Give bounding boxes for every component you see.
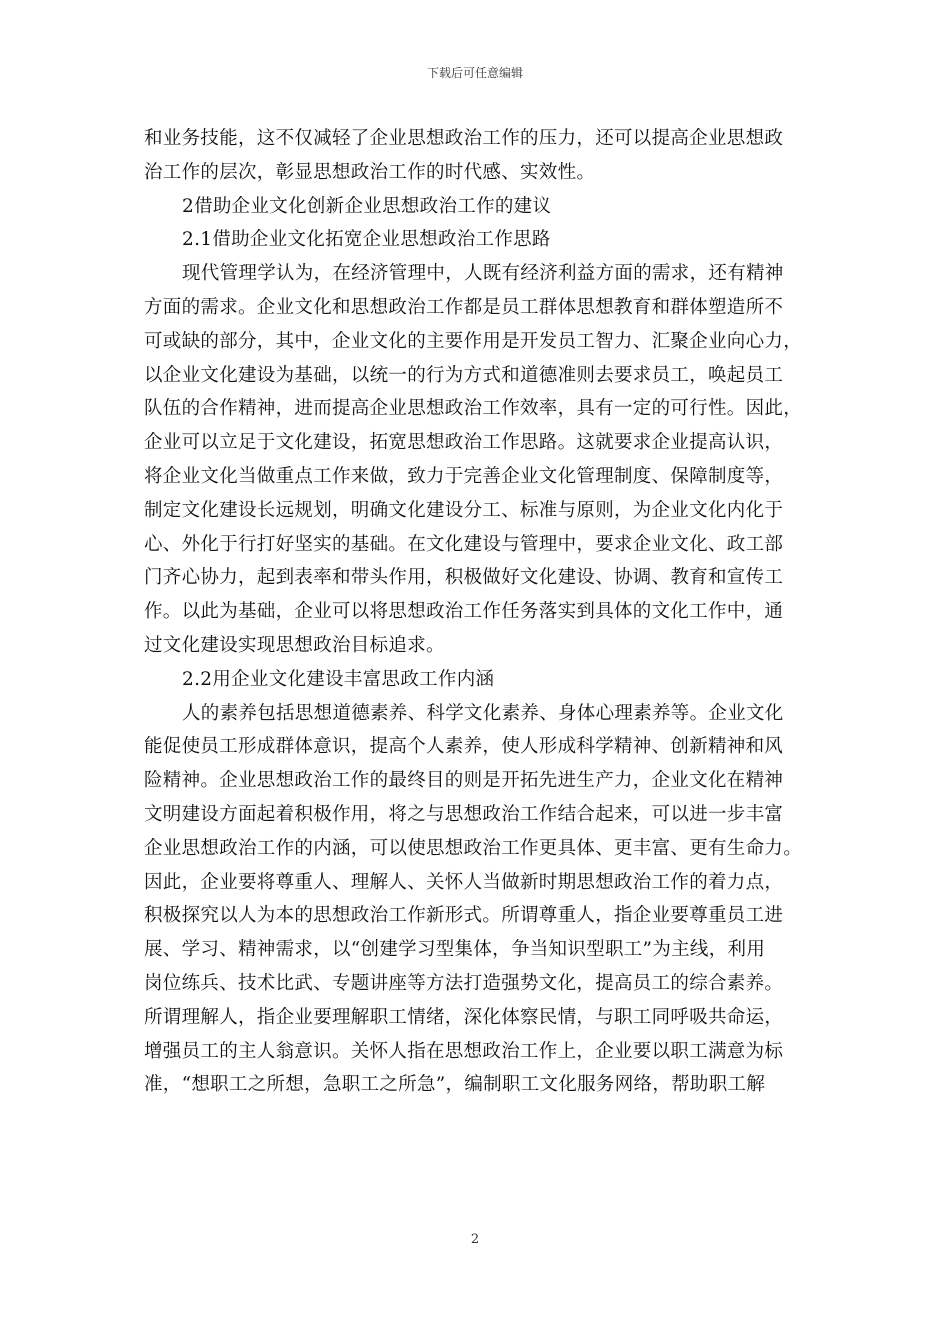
text-line: 增强员工的主人翁意识。关怀人指在思想政治工作上，企业要以职工满意为标: [144, 1040, 784, 1062]
text-line: 所谓理解人，指企业要理解职工情绪，深化体察民情，与职工同呼吸共命运，: [144, 1006, 784, 1028]
text-line: 制定文化建设长远规划，明确文化建设分工、标准与原则，为企业文化内化于: [144, 499, 784, 521]
text-line: 可或缺的部分，其中，企业文化的主要作用是开发员工智力、汇聚企业向心力，: [144, 330, 803, 352]
text-line: 将企业文化当做重点工作来做，致力于完善企业文化管理制度、保障制度等，: [144, 465, 784, 487]
text-line: 因此，企业要将尊重人、理解人、关怀人当做新时期思想政治工作的着力点，: [144, 871, 784, 893]
document-body: [144, 122, 820, 1102]
text-line: 岗位练兵、技术比武、专题讲座等方法打造强势文化，提高员工的综合素养。: [144, 972, 784, 994]
text-line: 治工作的层次，彰显思想政治工作的时代感、实效性。: [144, 161, 596, 183]
text-line: 人的素养包括思想道德素养、科学文化素养、身体心理素养等。企业文化: [182, 702, 784, 724]
text-line: 能促使员工形成群体意识，提高个人素养，使人形成科学精神、创新精神和风: [144, 736, 784, 758]
text-line: 2借助企业文化创新企业思想政治工作的建议: [182, 195, 552, 217]
text-line: 2.2用企业文化建设丰富思政工作内涵: [182, 668, 495, 690]
text-line: 心、外化于行打好坚实的基础。在文化建设与管理中，要求企业文化、政工部: [144, 533, 784, 555]
text-line: 企业可以立足于文化建设，拓宽思想政治工作思路。这就要求企业提高认识，: [144, 432, 784, 454]
text-line: 2.1借助企业文化拓宽企业思想政治工作思路: [182, 229, 551, 251]
text-line: 过文化建设实现思想政治目标追求。: [144, 634, 445, 656]
text-line: 门齐心协力，起到表率和带头作用，积极做好文化建设、协调、教育和宣传工: [144, 567, 784, 589]
text-line: 积极探究以人为本的思想政治工作新形式。所谓尊重人，指企业要尊重员工进: [144, 905, 784, 927]
text-line: 展、学习、精神需求，以“创建学习型集体，争当知识型职工”为主线，利用: [144, 939, 766, 961]
text-line: 文明建设方面起着积极作用，将之与思想政治工作结合起来，可以进一步丰富: [144, 803, 784, 825]
text-line: 队伍的合作精神，进而提高企业思想政治工作效率，具有一定的可行性。因此，: [144, 398, 803, 420]
text-line: 以企业文化建设为基础，以统一的行为方式和道德准则去要求员工，唤起员工: [144, 364, 784, 386]
text-line: 企业思想政治工作的内涵，可以使思想政治工作更具体、更丰富、更有生命力。: [144, 837, 803, 859]
text-line: 现代管理学认为，在经济管理中，人既有经济利益方面的需求，还有精神: [182, 263, 784, 285]
page-number: 2: [470, 1232, 480, 1247]
page-header: 下载后可任意编辑: [426, 66, 523, 80]
text-line: 作。以此为基础，企业可以将思想政治工作任务落实到具体的文化工作中，通: [144, 601, 784, 623]
text-line: 准，“想职工之所想，急职工之所急”，编制职工文化服务网络，帮助职工解: [144, 1074, 766, 1096]
text-line: 险精神。企业思想政治工作的最终目的则是开拓先进生产力，企业文化在精神: [144, 770, 784, 792]
text-line: 和业务技能，这不仅减轻了企业思想政治工作的压力，还可以提高企业思想政: [144, 128, 784, 149]
text-line: 方面的需求。企业文化和思想政治工作都是员工群体思想教育和群体塑造所不: [144, 296, 784, 318]
